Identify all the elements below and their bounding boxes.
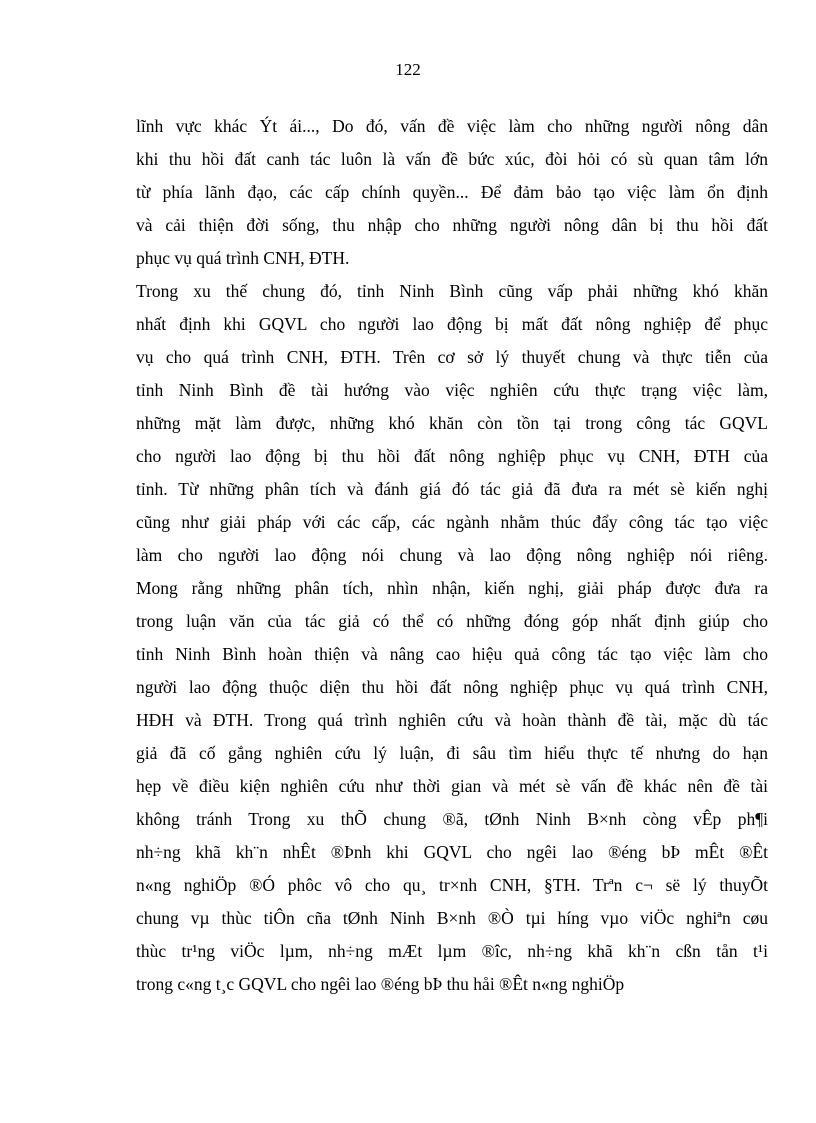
text-line: tỉnh Ninh Bình hoàn thiện và nâng cao hiệu quả công tác tạo việc làm cho	[136, 644, 768, 664]
text-line: cho người lao động bị thu hồi đất nông nghiệp phục vụ CNH, ĐTH của	[136, 446, 768, 466]
text-line: người lao động thuộc diện thu hồi đất nông nghiệp phục vụ quá trình CNH,	[136, 677, 768, 697]
text-line: vụ cho quá trình CNH, ĐTH. Trên cơ sở lý thuyết chung và thực tiễn của	[136, 347, 768, 367]
text-line: HĐH và ĐTH. Trong quá trình nghiên cứu và hoàn thành đề tài, mặc dù tác	[136, 710, 768, 730]
text-line: khi thu hồi đất canh tác luôn là vấn đề bức xúc, đòi hỏi có sù quan tâm lớn	[136, 149, 768, 169]
text-line: làm cho người lao động nói chung và lao động nông nghiệp nói riêng.	[136, 545, 768, 565]
text-line: hẹp về điều kiện nghiên cứu như thời gian và mét sè vấn đề khác nên đề tài	[136, 776, 768, 796]
text-line: nhất định khi GQVL cho người lao động bị mất đất nông nghiệp để phục	[136, 314, 768, 334]
body-text	[136, 110, 768, 1001]
text-line: trong c«ng t¸c GQVL cho ngêi lao ®éng bÞ thu håi ®Êt n«ng nghiÖp	[136, 974, 625, 994]
text-line: cũng như giải pháp với các cấp, các ngành nhằm thúc đẩy công tác tạo việc	[136, 512, 768, 532]
text-line: và cải thiện đời sống, thu nhập cho những người nông dân bị thu hồi đất	[136, 215, 768, 235]
text-line: chung vµ thùc tiÔn cña tØnh Ninh B×nh ®Ò tµi híng vµo viÖc nghiªn cøu	[136, 908, 768, 928]
text-line: giả đã cố gắng nghiên cứu lý luận, đi sâu tìm hiểu thực tế nhưng do hạn	[136, 743, 768, 763]
text-line: không tránh Trong xu thÕ chung ®ã, tØnh Ninh B×nh còng vÊp ph¶i	[136, 809, 768, 829]
text-line: lĩnh vực khác Ýt ái..., Do đó, vấn đề việc làm cho những người nông dân	[136, 116, 768, 136]
text-line: Trong xu thế chung đó, tỉnh Ninh Bình cũng vấp phải những khó khăn	[136, 281, 768, 301]
text-line: n«ng nghiÖp ®Ó phôc vô cho qu¸ tr×nh CNH, §TH. Trªn c¬ së lý thuyÕt	[136, 875, 768, 895]
text-line: tỉnh Ninh Bình đề tài hướng vào việc nghiên cứu thực trạng việc làm,	[136, 380, 768, 400]
text-line: từ phía lãnh đạo, các cấp chính quyền... Để đảm bảo tạo việc làm ổn định	[136, 182, 768, 202]
text-line: thùc tr¹ng viÖc lµm, nh÷ng mÆt lµm ®îc, nh÷ng khã kh¨n cßn tån t¹i	[136, 941, 768, 961]
text-line: phục vụ quá trình CNH, ĐTH.	[136, 248, 350, 268]
text-line: những mặt làm được, những khó khăn còn tồn tại trong công tác GQVL	[136, 413, 768, 433]
text-line: tỉnh. Từ những phân tích và đánh giá đó tác giả đã đưa ra mét sè kiến nghị	[136, 479, 768, 499]
text-line: Mong rằng những phân tích, nhìn nhận, kiến nghị, giải pháp được đưa ra	[136, 578, 768, 598]
text-line: trong luận văn của tác giả có thể có những đóng góp nhất định giúp cho	[136, 611, 768, 631]
text-line: nh÷ng khã kh¨n nhÊt ®Þnh khi GQVL cho ngêi lao ®éng bÞ mÊt ®Êt	[136, 842, 768, 862]
page-number: 122	[395, 60, 421, 79]
